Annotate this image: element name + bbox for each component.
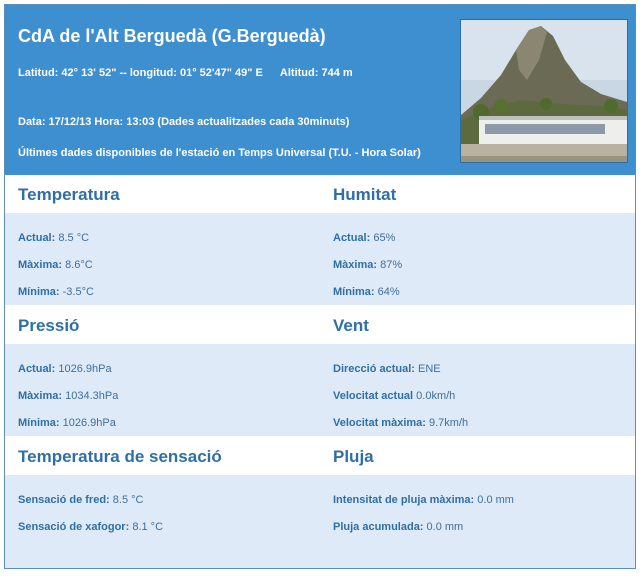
section-head-pressure-wind [5, 307, 635, 344]
pressure-current: Actual: 1026.9hPa [18, 363, 112, 375]
temperature-max: Màxima: 8.6°C [18, 259, 93, 271]
heat-index: Sensació de xafogor: 8.1 °C [18, 521, 164, 533]
humidity-max: Màxima: 87% [333, 259, 403, 271]
pressure-max: Màxima: 1034.3hPa [18, 390, 119, 402]
wind-speed-max: Velocitat màxima: 9.7km/h [333, 417, 469, 429]
station-header [5, 5, 635, 175]
update-date: Data: 17/12/13 Hora: 13:03 (Dades actualitzades cada 30minuts) [18, 116, 350, 128]
humidity-min: Mínima: 64% [333, 286, 400, 298]
station-title: CdA de l'Alt Berguedà (G.Berguedà) [18, 26, 326, 46]
rain-title: Pluja [333, 447, 374, 466]
wind-speed-current: Velocitat actual 0.0km/h [333, 390, 456, 402]
humidity-title: Humitat [333, 185, 397, 204]
coordinates-text: Latitud: 42° 13' 52" -- longitud: 01° 52'47" 49" E [18, 67, 263, 79]
wind-chill: Sensació de fred: 8.5 °C [18, 494, 144, 506]
section-head-feels-like-rain [5, 438, 635, 475]
altitude-text: Altitud: 744 m [279, 67, 353, 79]
section-data-feels-like-rain [5, 475, 635, 568]
rain-accumulated: Pluja acumulada: 0.0 mm [333, 521, 464, 533]
pressure-title: Pressió [18, 316, 80, 335]
section-head-temperature-humidity [5, 176, 635, 213]
wind-direction: Direcció actual: ENE [333, 363, 441, 375]
temperature-current: Actual: 8.5 °C [18, 232, 90, 244]
feels-like-title: Temperatura de sensació [18, 447, 222, 466]
latest-data-note: Últimes dades disponibles de l'estació en Temps Universal (T.U. - Hora Solar) [18, 147, 421, 159]
weather-station-panel [4, 4, 636, 569]
pressure-min: Mínima: 1026.9hPa [18, 417, 116, 429]
section-data-pressure-wind [5, 344, 635, 436]
section-data-temperature-humidity [5, 213, 635, 305]
station-photo [460, 19, 628, 163]
humidity-current: Actual: 65% [333, 232, 396, 244]
wind-title: Vent [333, 316, 369, 335]
rain-intensity-max: Intensitat de pluja màxima: 0.0 mm [333, 494, 514, 506]
station-coordinates [18, 67, 353, 79]
temperature-title: Temperatura [18, 185, 120, 204]
temperature-min: Mínima: -3.5°C [18, 286, 94, 298]
